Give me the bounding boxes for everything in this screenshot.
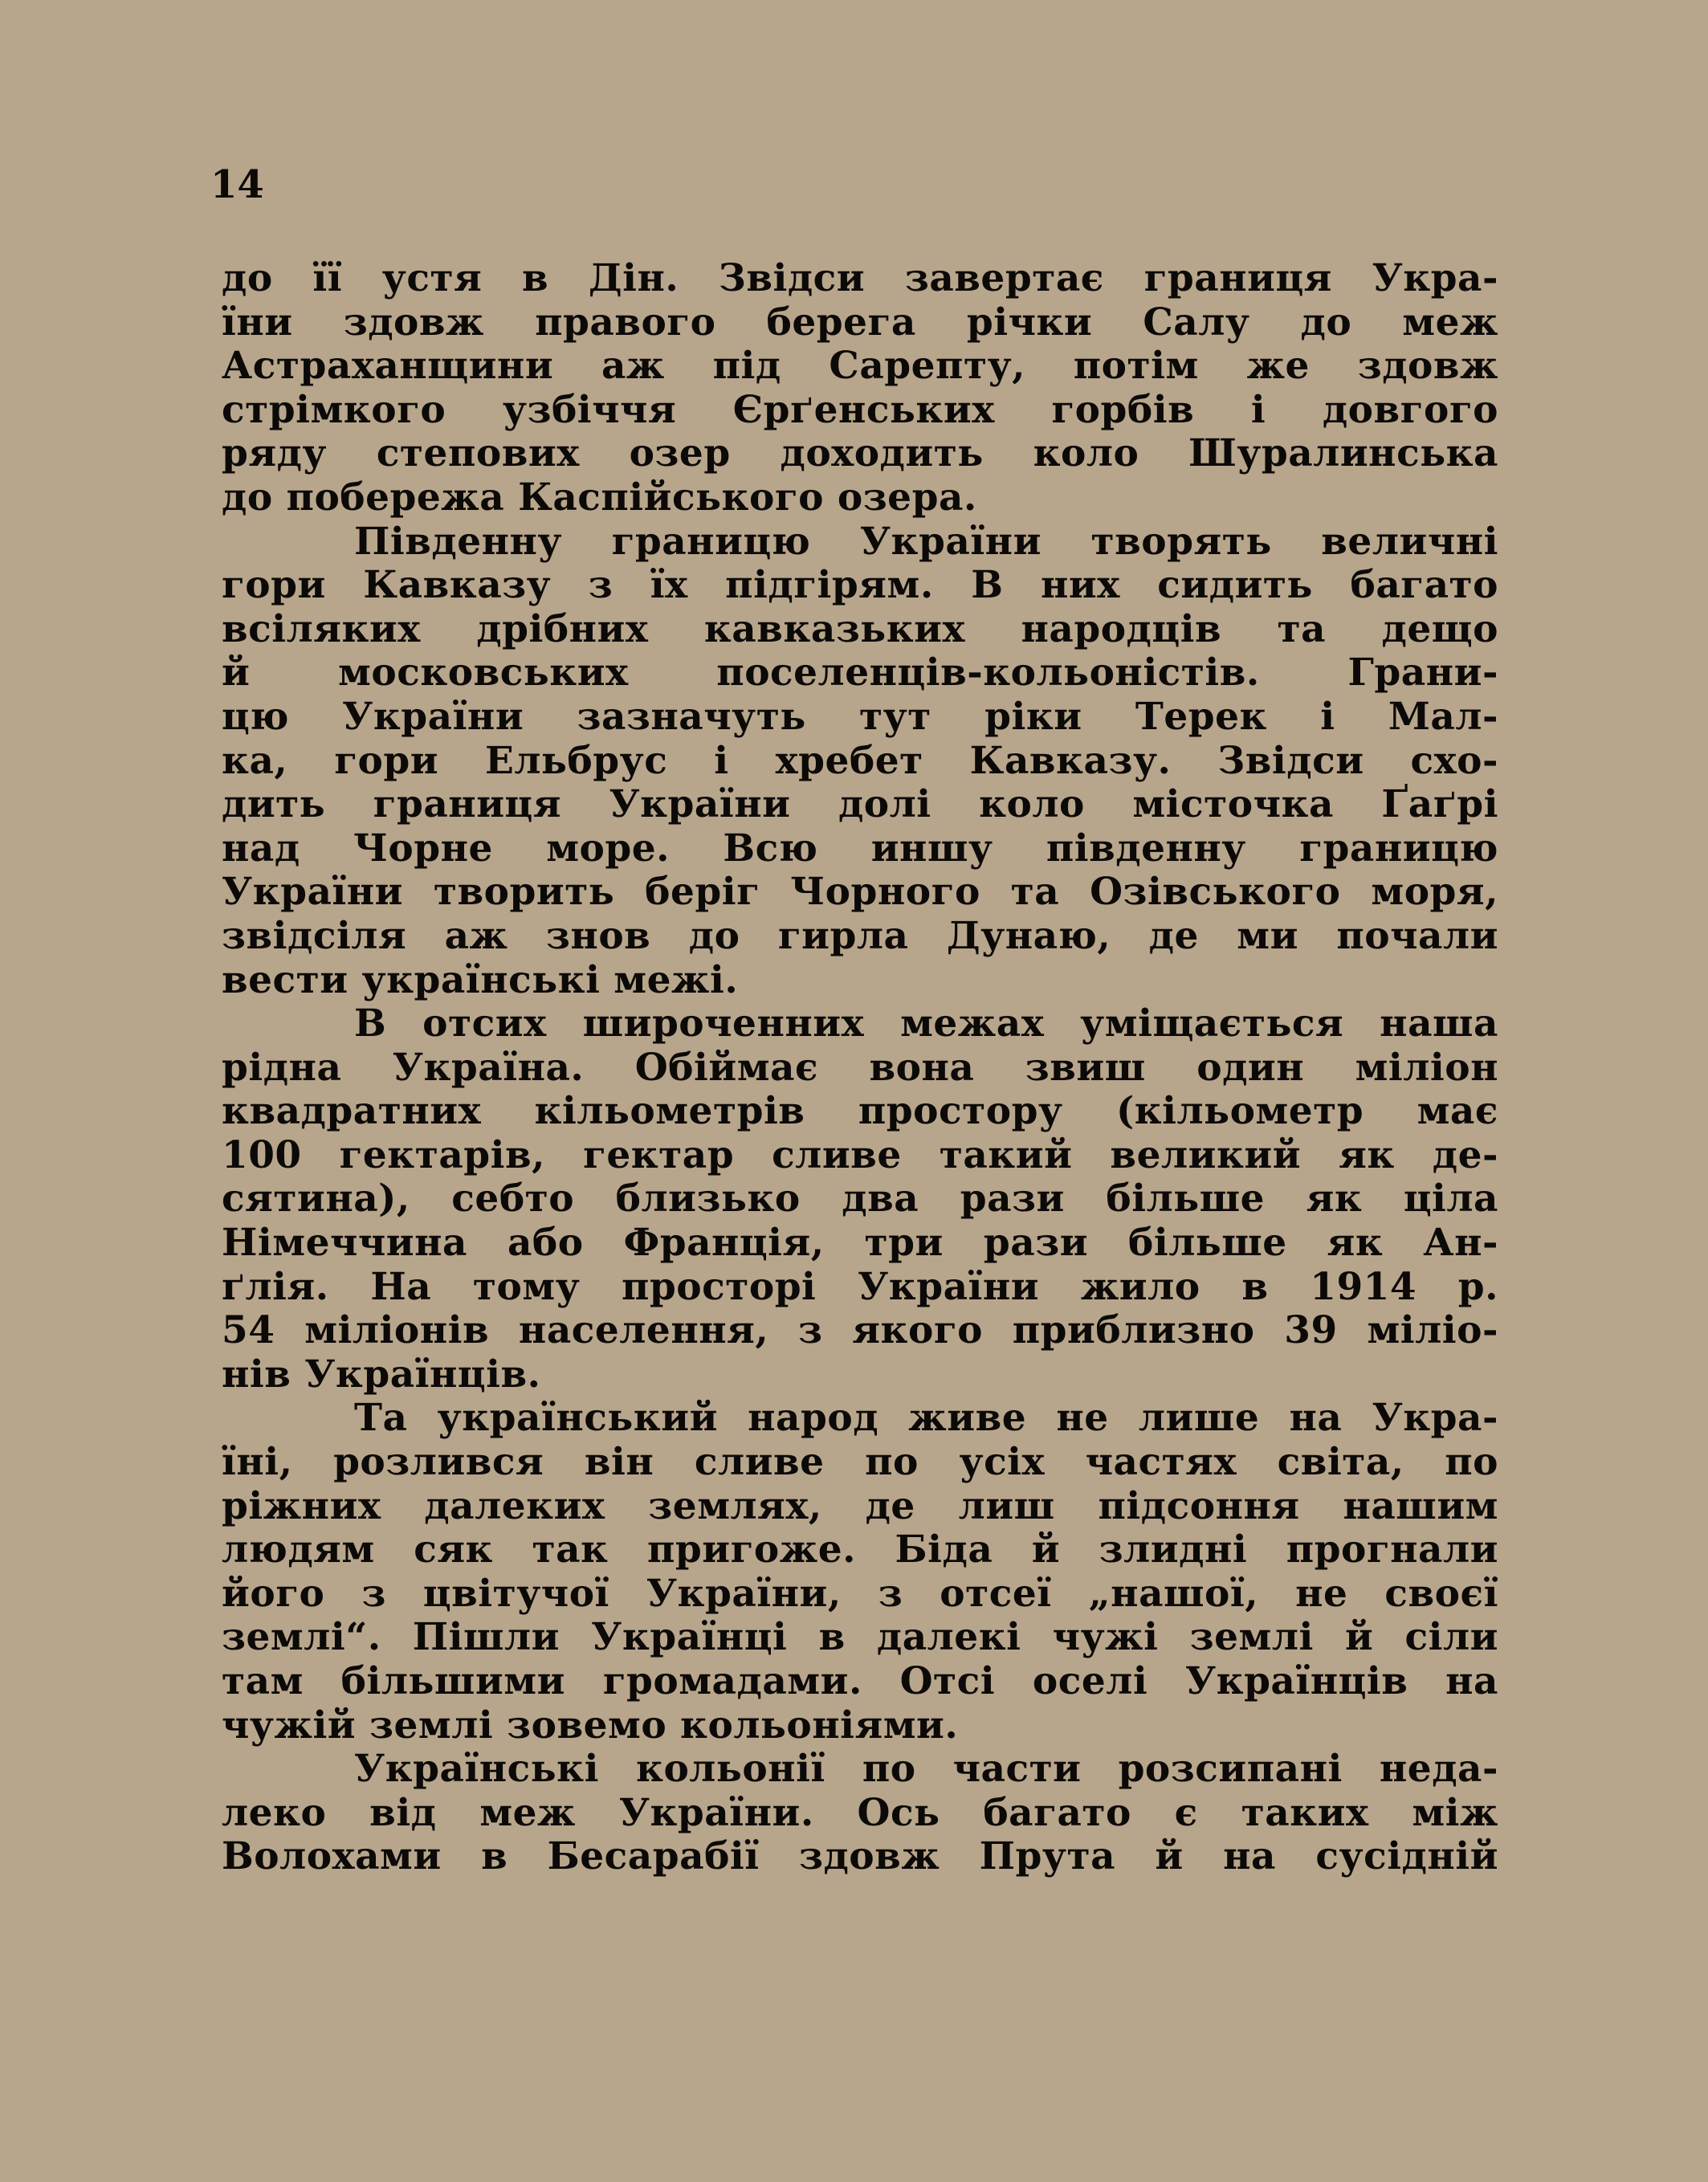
text-line: 100 гектарів, гектар сливе такий великий як де-: [222, 1132, 1498, 1177]
text-line: ріжних далеких землях, де лиш підсоння нашим: [222, 1483, 1498, 1528]
text-line: сятина), себто близько два рази більше як ціла: [222, 1177, 1498, 1222]
text-line: їні, розлився він сливе по усіх частях світа, по: [222, 1440, 1498, 1485]
text-line: Південну границю України творять величні: [354, 519, 1498, 564]
text-line: Українські кольонії по части розсипані неда-: [354, 1747, 1498, 1792]
text-line: людям сяк так пригоже. Біда й злидні прогнали: [222, 1527, 1498, 1572]
text-line: чужій землі зовемо кольоніями.: [222, 1703, 959, 1748]
text-line: всіляких дрібних кавказьких народців та дещо: [222, 606, 1498, 651]
text-line: Та український народ живе не лише на Укра-: [354, 1396, 1498, 1441]
text-line: гори Кавказу з їх підгірям. В них сидить багато: [222, 563, 1498, 608]
text-line: дить границя України долі коло місточка Ґаґрі: [222, 782, 1498, 827]
text-line: ґлія. На тому просторі України жило в 1914 р.: [222, 1264, 1498, 1309]
text-line: звідсіля аж знов до гирла Дунаю, де ми почали: [222, 913, 1498, 958]
text-line: до побережа Каспійського озера.: [222, 475, 977, 520]
text-line: їни здовж правого берега річки Салу до меж: [222, 300, 1498, 345]
text-line: 54 міліонів населення, з якого приблизно 39 міліо-: [222, 1308, 1498, 1353]
text-body: [222, 257, 1498, 1879]
text-line: рідна Україна. Обіймає вона звиш один міліон: [222, 1045, 1498, 1090]
text-line: Волохами в Бесарабії здовж Прута й на сусідній: [222, 1834, 1498, 1879]
text-line: ка, гори Ельбрус і хребет Кавказу. Звідси схо-: [222, 738, 1498, 783]
text-line: нів Українців.: [222, 1352, 541, 1397]
text-line: ряду степових озер доходить коло Шуралинська: [222, 431, 1498, 476]
text-line: леко від меж України. Ось багато є таких між: [222, 1790, 1498, 1835]
text-line: України творить беріг Чорного та Озівського моря,: [222, 870, 1498, 915]
text-line: В отсих широченних межах уміщається наша: [354, 1001, 1498, 1046]
text-line: стрімкого узбіччя Єрґенських горбів і довгого: [222, 387, 1498, 432]
text-line: до її устя в Дін. Звідси завертає границя Укра-: [222, 256, 1498, 300]
text-line: його з цвітучої України, з отсеї „нашої, не своєї: [222, 1571, 1498, 1616]
text-line: Астраханщини аж під Сарепту, потім же здовж: [222, 344, 1498, 389]
text-line: землі“. Пішли Українці в далекі чужі землі й сіли: [222, 1615, 1498, 1660]
text-line: там більшими громадами. Отсі оселі Українців на: [222, 1659, 1498, 1703]
text-line: й московських поселенців-кольоністів. Грани-: [222, 651, 1498, 695]
text-line: Німеччина або Франція, три рази більше як Ан-: [222, 1221, 1498, 1266]
text-line: над Чорне море. Всю иншу південну границю: [222, 826, 1498, 871]
text-line: цю України зазначуть тут ріки Терек і Мал-: [222, 694, 1498, 739]
page-number: 14: [210, 162, 264, 207]
text-line: вести українські межі.: [222, 957, 739, 1002]
text-line: квадратних кільометрів простору (кільометр має: [222, 1089, 1498, 1134]
